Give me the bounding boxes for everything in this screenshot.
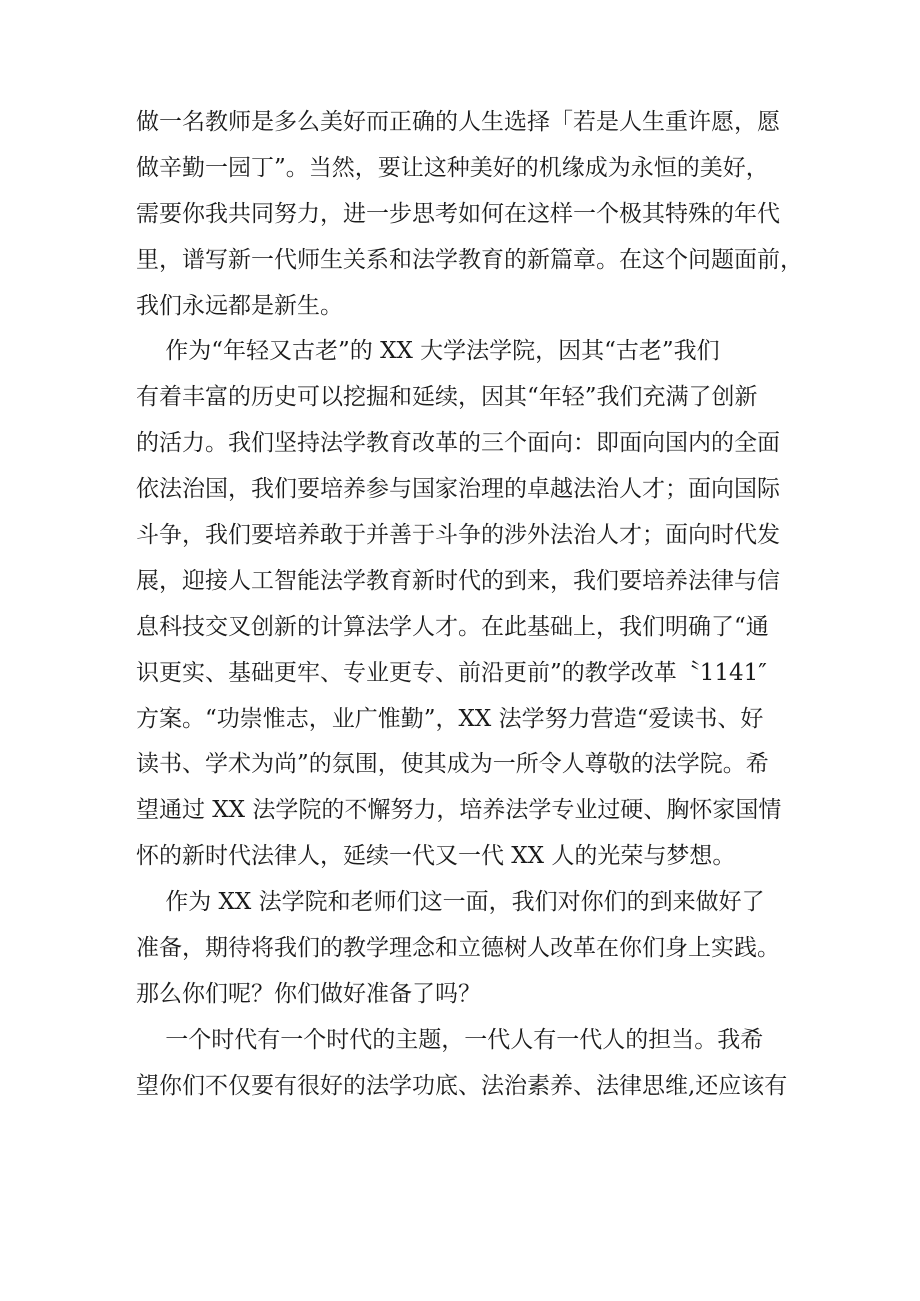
text-line: 的活力。我们坚持法学教育改革的三个面向：即面向国内的全面 — [136, 430, 780, 457]
document-body — [136, 100, 803, 1110]
text-line: 作为 XX 法学院和老师们这一面，我们对你们的到来做好了 — [136, 889, 765, 916]
text-line: 读书、学术为尚”的氛围，使其成为一所令人尊敬的法学院。希 — [136, 751, 769, 778]
text-line: 那么你们呢？你们做好准备了吗？ — [136, 980, 481, 1007]
text-line: 有着丰富的历史可以挖掘和延续，因其“年轻”我们充满了创新 — [136, 384, 758, 411]
text-line: 做辛勤一园丁”。当然，要让这种美好的机缘成为永恒的美好， — [136, 154, 769, 181]
text-line: 一个时代有一个时代的主题，一代人有一代人的担当。我希 — [136, 1026, 764, 1053]
text-line: 望通过 XX 法学院的不懈努力，培养法学专业过硬、胸怀家国情 — [136, 797, 782, 824]
paragraph-1 — [136, 100, 803, 329]
text-line: 展，迎接人工智能法学教育新时代的到来，我们要培养法律与信 — [136, 567, 780, 594]
text-line: 里，谱写新一代师生关系和法学教育的新篇章。在这个问题面前， — [136, 246, 803, 273]
text-line: 准备，期待将我们的教学理念和立德树人改革在你们身上实践。 — [136, 935, 780, 962]
text-line: 需要你我共同努力，进一步思考如何在这样一个极其特殊的年代 — [136, 200, 780, 227]
text-line: 我们永远都是新生。 — [136, 292, 343, 319]
paragraph-3 — [136, 880, 800, 1018]
text-line: 作为“年轻又古老”的 XX 大学法学院，因其“古老”我们 — [136, 338, 720, 365]
text-line: 识更实、基础更牢、专业更专、前沿更前”的教学改革〝1141″ — [136, 659, 767, 686]
paragraph-4 — [136, 1018, 800, 1110]
text-line: 怀的新时代法律人，延续一代又一代 XX 人的光荣与梦想。 — [136, 843, 736, 870]
paragraph-2 — [136, 329, 800, 880]
text-line: 望你们不仅要有很好的法学功底、法治素养、法律思维,还应该有 — [136, 1072, 788, 1099]
text-line: 做一名教师是多么美好而正确的人生选择「若是人生重许愿，愿 — [136, 109, 780, 135]
text-line: 方案。“功崇惟志，业广惟勤”，XX 法学努力营造“爱读书、好 — [136, 705, 764, 732]
text-line: 息科技交叉创新的计算法学人才。在此基础上，我们明确了“通 — [136, 613, 769, 640]
text-line: 斗争，我们要培养敢于并善于斗争的涉外法治人才；面向时代发 — [136, 522, 780, 549]
text-line: 依法治国，我们要培养参与国家治理的卓越法治人才；面向国际 — [136, 476, 780, 503]
